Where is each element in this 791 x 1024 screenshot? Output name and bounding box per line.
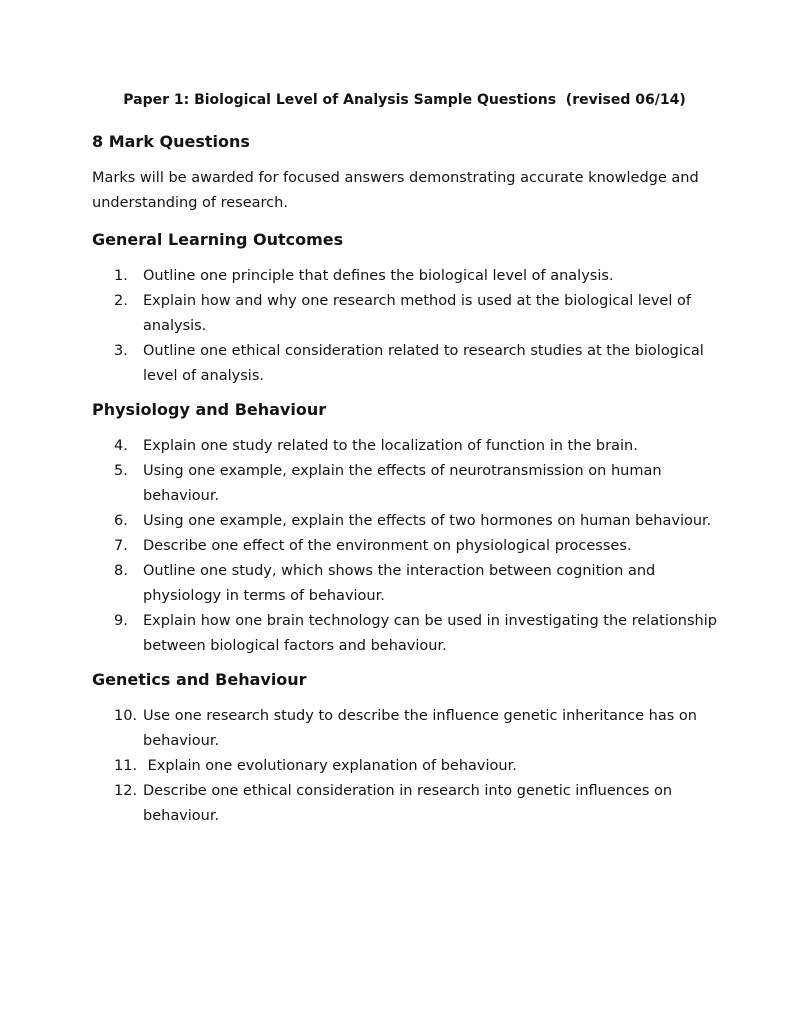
list-item-text: Using one example, explain the effects of two hormones on human behaviour. xyxy=(143,513,712,529)
list-item xyxy=(92,704,717,754)
list-item xyxy=(92,339,717,389)
list-genetics-and-behaviour xyxy=(92,704,717,829)
list-item-number: 9. xyxy=(114,613,128,629)
list-item-number: 5. xyxy=(114,463,128,479)
list-item-number: 4. xyxy=(114,438,128,454)
list-item-number: 12. xyxy=(114,783,138,799)
list-item xyxy=(92,509,717,534)
list-item-text: Explain one evolutionary explanation of behaviour. xyxy=(143,758,517,774)
list-item-text: Outline one study, which shows the interaction between cognition and physiology in terms of behaviour. xyxy=(143,563,660,604)
heading-physiology-and-behaviour: Physiology and Behaviour xyxy=(92,400,327,419)
list-item-text: Explain how and why one research method is used at the biological level of analysis. xyxy=(143,293,696,334)
list-item-text: Explain how one brain technology can be used in investigating the relationship between biological factors and behaviour. xyxy=(143,613,722,654)
list-item xyxy=(92,459,717,509)
list-item-number: 2. xyxy=(114,293,128,309)
list-item-text: Use one research study to describe the influence genetic inheritance has on behaviour. xyxy=(143,708,702,749)
list-item xyxy=(92,434,717,459)
list-item xyxy=(92,559,717,609)
list-item-number: 6. xyxy=(114,513,128,529)
list-item-text: Outline one principle that defines the biological level of analysis. xyxy=(143,268,614,284)
list-physiology-and-behaviour xyxy=(92,434,722,659)
list-item xyxy=(92,779,717,829)
list-item-text: Outline one ethical consideration related to research studies at the biological level of analysis. xyxy=(143,343,709,384)
heading-8-mark-questions: 8 Mark Questions xyxy=(92,132,250,151)
list-item-text: Explain one study related to the localization of function in the brain. xyxy=(143,438,638,454)
list-item xyxy=(92,609,722,659)
list-item-number: 10. xyxy=(114,708,138,724)
list-item-number: 3. xyxy=(114,343,128,359)
list-item xyxy=(92,264,717,289)
list-item xyxy=(92,534,717,559)
list-item xyxy=(92,289,717,339)
list-item-number: 8. xyxy=(114,563,128,579)
list-item xyxy=(92,754,717,779)
list-item-number: 1. xyxy=(114,268,128,284)
list-item-number: 11. xyxy=(114,758,138,774)
list-general-learning-outcomes xyxy=(92,264,717,389)
list-item-number: 7. xyxy=(114,538,128,554)
heading-general-learning-outcomes: General Learning Outcomes xyxy=(92,230,344,249)
list-item-text: Describe one ethical consideration in research into genetic influences on behaviour. xyxy=(143,783,677,824)
list-item-text: Using one example, explain the effects of neurotransmission on human behaviour. xyxy=(143,463,667,504)
document-title: Paper 1: Biological Level of Analysis Sample Questions (revised 06/14) xyxy=(123,92,686,108)
list-item-text: Describe one effect of the environment on physiological processes. xyxy=(143,538,632,554)
intro-paragraph: Marks will be awarded for focused answers demonstrating accurate knowledge and understanding of research. xyxy=(92,170,704,211)
heading-genetics-and-behaviour: Genetics and Behaviour xyxy=(92,670,307,689)
